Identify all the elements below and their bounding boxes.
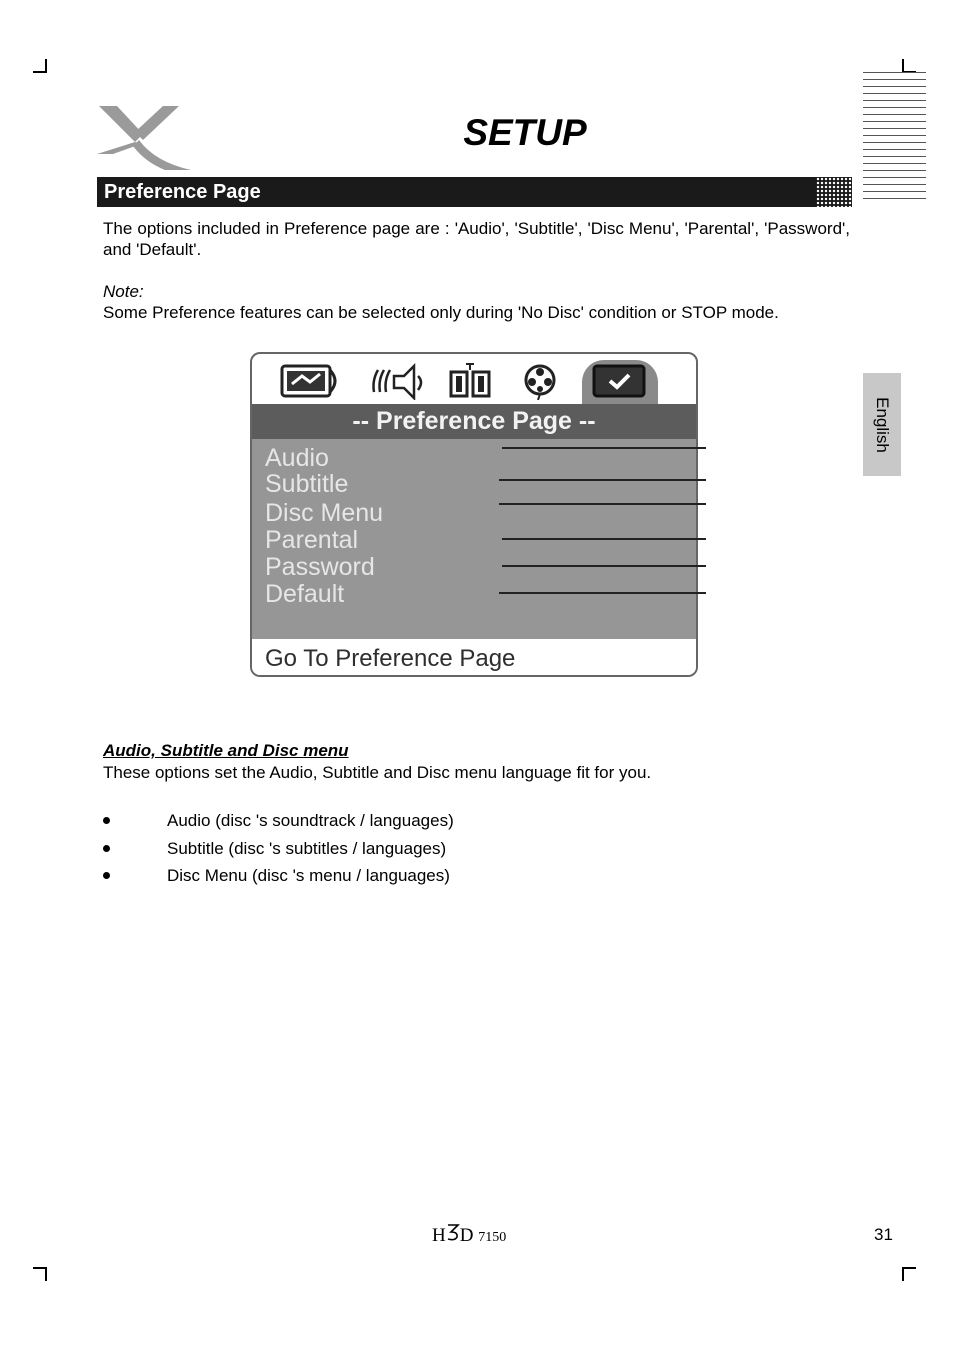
section-description: These options set the Audio, Subtitle and Disc menu language fit for you.: [103, 763, 652, 782]
bullet-icon: [103, 817, 110, 824]
leader-line-disc-menu: [499, 503, 706, 505]
model-name: [432, 1223, 506, 1247]
model-number: 7150: [478, 1230, 507, 1245]
decorative-stripes: [863, 72, 926, 200]
leader-line-subtitle: [499, 479, 706, 481]
osd-tab-row: [252, 354, 696, 404]
osd-item-subtitle: Subtitle: [265, 470, 349, 498]
note-label: Note:: [103, 282, 144, 301]
language-tab-label: English: [873, 396, 892, 453]
list-item-text: Disc Menu (disc 's menu / languages): [167, 866, 450, 885]
page-title: SETUP: [463, 112, 587, 153]
leader-line-audio: [502, 447, 706, 449]
leader-line-password: [502, 565, 706, 567]
osd-item-password: Password: [265, 553, 375, 581]
audio-setup-icon: [370, 362, 426, 405]
list-item-text: Audio (disc 's soundtrack / languages): [167, 811, 454, 830]
section-bar-pattern: [816, 177, 852, 207]
model-letters: D: [459, 1225, 474, 1246]
page-number: 31: [874, 1225, 893, 1244]
osd-item-default: Default: [265, 580, 345, 608]
osd-footer: [252, 639, 696, 677]
note-text: Some Preference features can be selected only during 'No Disc' condition or STOP mode.: [103, 303, 779, 322]
osd-item-audio: Audio: [265, 444, 329, 472]
section-title: Preference Page: [104, 181, 261, 203]
brand-logo: [95, 104, 195, 177]
speaker-setup-icon: [520, 362, 564, 405]
leader-line-default: [499, 592, 706, 594]
leader-line-parental: [502, 538, 706, 540]
list-item-text: Subtitle (disc 's subtitles / languages): [167, 839, 447, 858]
osd-item-parental: Parental: [265, 526, 359, 554]
language-tab: [863, 373, 901, 476]
model-logo-mark-icon: [446, 1223, 460, 1241]
section-heading-audio-subtitle: Audio, Subtitle and Disc menu: [103, 741, 349, 760]
bullet-icon: [103, 872, 110, 879]
model-brand-letter: H: [432, 1225, 446, 1246]
preference-setup-icon: [590, 362, 650, 405]
osd-footer-text: Go To Preference Page: [265, 645, 516, 672]
crop-mark-bottom-left: [33, 1267, 47, 1281]
crop-mark-bottom-right: [902, 1267, 916, 1281]
osd-item-disc-menu: Disc Menu: [265, 499, 384, 527]
general-setup-icon: [280, 362, 342, 405]
crop-mark-top-right: [902, 59, 916, 73]
osd-preference-menu: [250, 352, 698, 677]
video-setup-icon: [448, 362, 494, 405]
section-title-bar: [97, 177, 852, 207]
crop-mark-top-left: [33, 59, 47, 73]
intro-paragraph: The options included in Preference page are : 'Audio', 'Subtitle', 'Disc Menu', 'Parental', 'Password', and 'Default'.: [103, 219, 850, 259]
osd-header: [252, 404, 696, 439]
bullet-icon: [103, 845, 110, 852]
osd-header-title: -- Preference Page --: [352, 407, 596, 435]
